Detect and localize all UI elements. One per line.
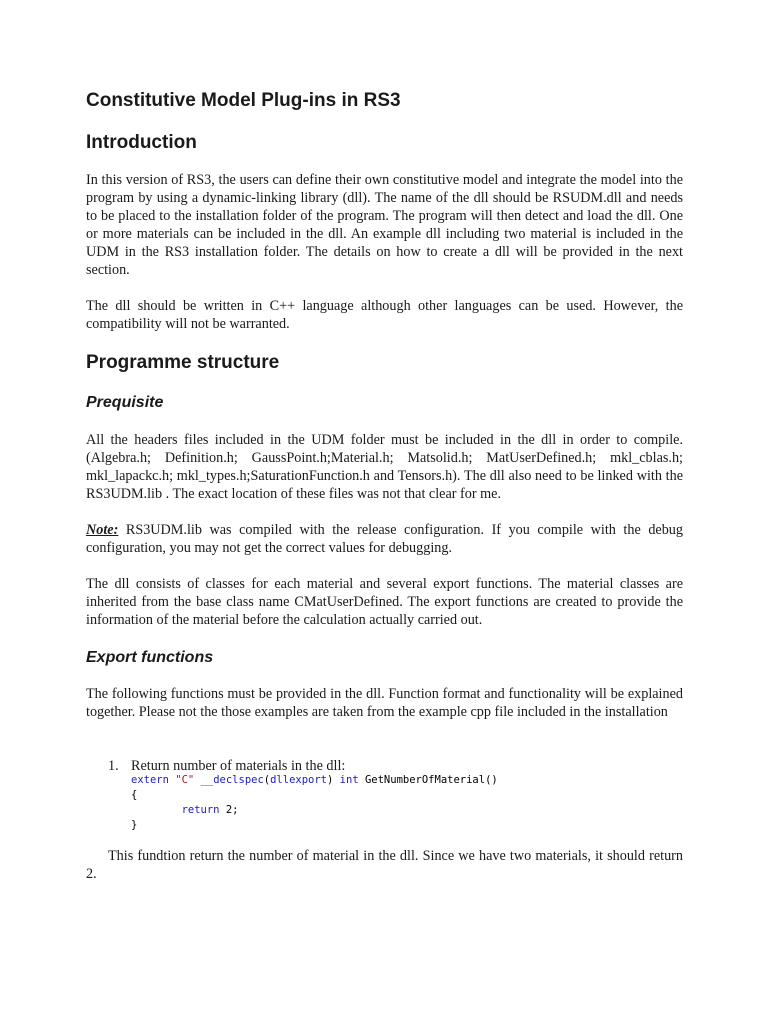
code-open-brace: { (131, 789, 138, 801)
code-int-keyword: int (339, 774, 359, 786)
list-item-description: This fundtion return the number of material in the dll. Since we have two materials, it should return 2. (86, 848, 683, 883)
note-label: Note: (86, 522, 119, 538)
list-item-number: 1. (108, 758, 119, 774)
list-item-label: Return number of materials in the dll: (131, 758, 346, 774)
note-text: RS3UDM.lib was compiled with the release configuration. If you compile with the debug configuration, you may not get the correct values for debugging. (86, 522, 683, 556)
code-block: extern "C" __declspec(dllexport) int GetNumberOfMaterial() { return 2; } (131, 774, 498, 831)
code-c-string: "C" (175, 774, 195, 786)
note-paragraph (86, 521, 683, 557)
classes-paragraph: The dll consists of classes for each material and several export functions. The material classes are inherited from the base class name CMatUserDefined. The export functions are created to provide the information of the material before the calculation actually carried out. (86, 576, 683, 628)
programme-structure-heading: Programme structure (86, 352, 280, 373)
code-declspec: __declspec (200, 774, 264, 786)
code-return-keyword: return (181, 804, 220, 816)
introduction-paragraph-1: In this version of RS3, the users can define their own constitutive model and integrate the model into the program by using a dynamic-linking library (dll). The name of the dll should be RSUDM.dll and needs to be placed to the installation folder of the program. The program will then detect and load the dll. One or more materials can be included in the dll. An example dll including two material is included in the UDM in the RS3 installation folder. The details on how to create a dll will be provided in the next section. (86, 172, 683, 278)
code-return-value: 2; (225, 804, 239, 816)
code-dllexport: dllexport (270, 774, 328, 786)
code-close-brace: } (131, 819, 138, 831)
prerequisite-paragraph: All the headers files included in the UDM folder must be included in the dll in order to compile. (Algebra.h; Definition.h; GaussPoint.h;Material.h; Matsolid.h; MatUserDefined.h; mkl_cblas.h; mkl_lapackc.h; mkl_types.h;SaturationFunction.h and Tensors.h). The dll also need to be linked with the RS3UDM.lib . The exact location of these files was not that clear for me. (86, 432, 683, 502)
prerequisite-heading: Prequisite (86, 394, 164, 411)
document-title: Constitutive Model Plug-ins in RS3 (86, 90, 401, 111)
introduction-heading: Introduction (86, 132, 197, 153)
introduction-paragraph-2: The dll should be written in C++ language although other languages can be used. However, the compatibility will not be warranted. (86, 298, 683, 332)
code-function-name: GetNumberOfMaterial() (364, 774, 498, 786)
export-functions-heading: Export functions (86, 649, 214, 666)
export-functions-paragraph: The following functions must be provided in the dll. Function format and functionality will be explained together. Please not the those examples are taken from the example cpp file included in the installation (86, 686, 683, 720)
code-extern-keyword: extern (131, 774, 169, 786)
